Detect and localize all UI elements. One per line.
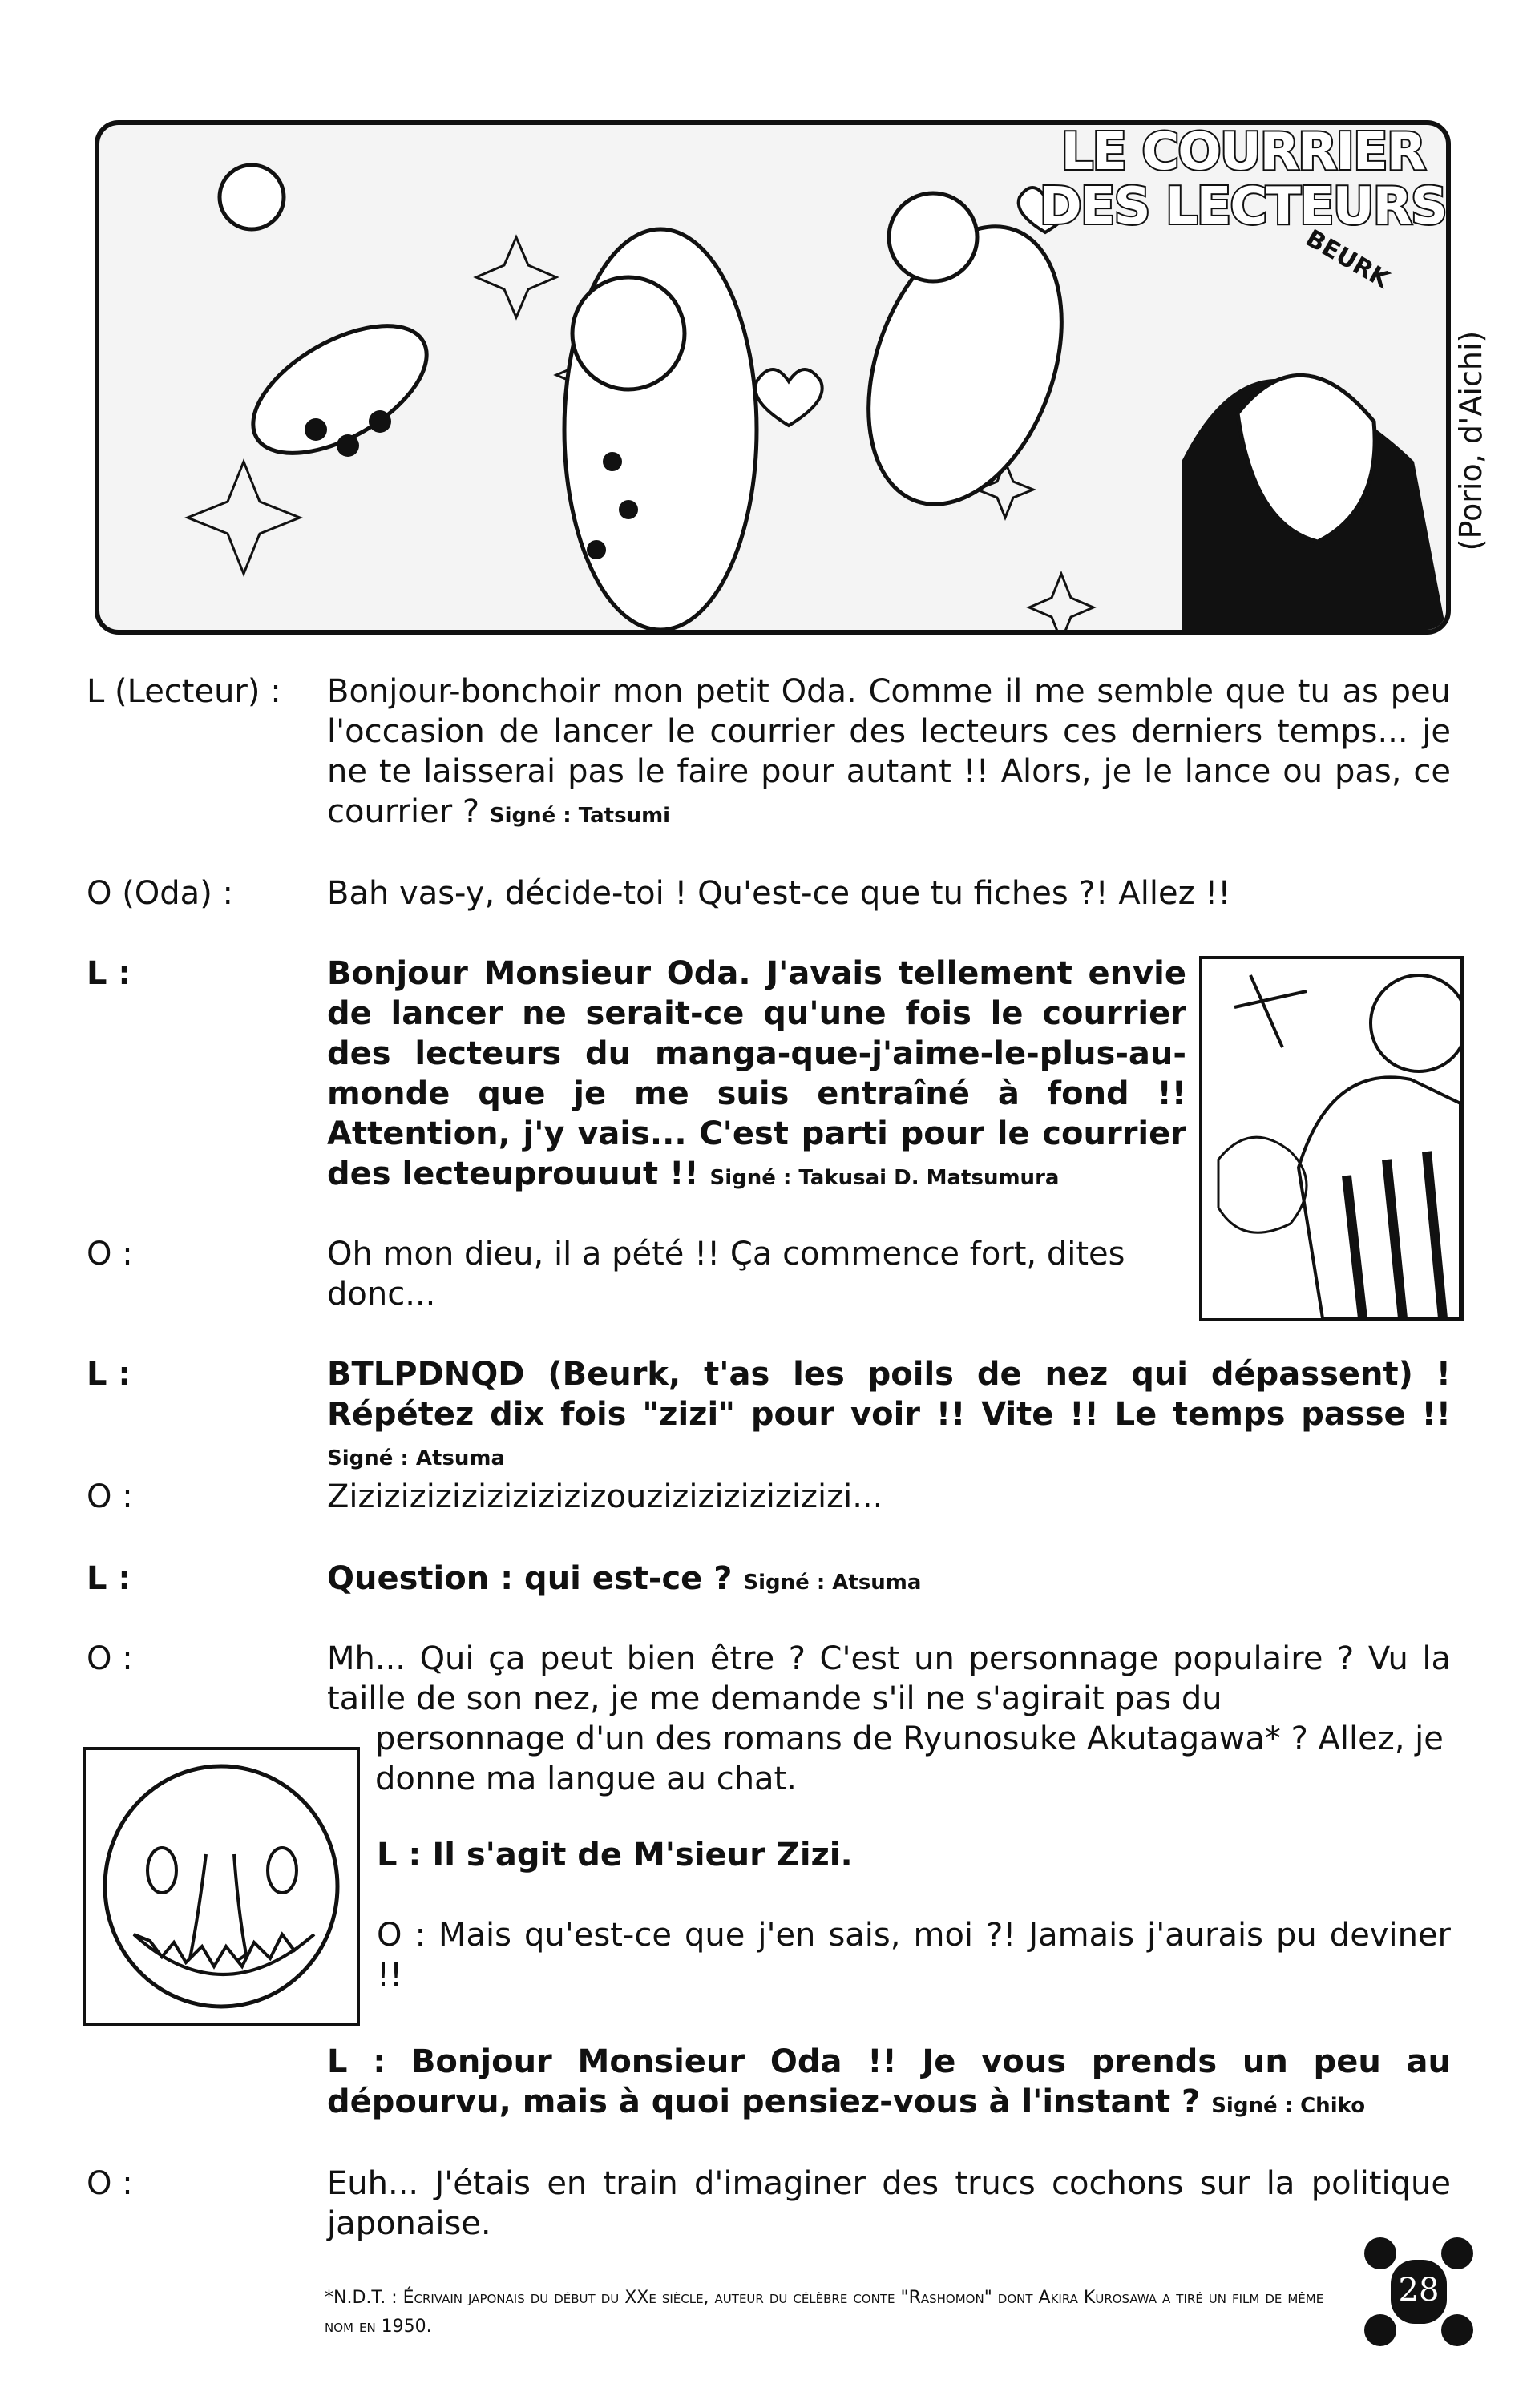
sfx-beurk: BEURK <box>1300 224 1395 295</box>
answer-text-continued: personnage d'un des romans de Ryunosuke Akutagawa* ? Allez, je donne ma langue au chat. <box>375 1720 1444 1797</box>
speaker-label: O (Oda) : <box>87 875 233 912</box>
letter-text: Bonjour-bonchoir mon petit Oda. Comme il me semble que tu as peu l'occasion de lancer le courrier des lecteurs ces derniers temps... je ne te laisserai pas le faire pour autant !! Alors, je le lance ou pas, ce courrier ? Signé : Tatsumi <box>327 673 1451 830</box>
speaker-label: O : <box>87 1478 133 1515</box>
answer-text: Bah vas-y, décide-toi ! Qu'est-ce que tu fiches ?! Allez !! <box>327 875 1231 912</box>
speaker-label: L : <box>87 955 131 992</box>
letter-text: Question : qui est-ce ? Signé : Atsuma <box>327 1560 922 1597</box>
inline-answer: O : Mais qu'est-ce que j'en sais, moi ?! Jamais j'aurais pu deviner !! <box>377 1917 1451 1994</box>
speaker-label: L (Lecteur) : <box>87 673 281 710</box>
page-number: 28 <box>1398 2272 1440 2309</box>
signature: Signé : Tatsumi <box>489 804 671 828</box>
speaker-label: L : <box>87 1356 131 1393</box>
letter-text: BTLPDNQD (Beurk, t'as les poils de nez qui dépassent) ! Répétez dix fois "zizi" pour voir !! Vite !! Le temps passe !! Signé : Atsuma <box>327 1356 1451 1470</box>
signature: Signé : Chiko <box>1211 2094 1366 2118</box>
inline-letter: L : Bonjour Monsieur Oda !! Je vous prends un peu au dépourvu, mais à quoi pensiez-vous à l'instant ? Signé : Chiko <box>327 2043 1451 2120</box>
inline-letter: L : Il s'agit de M'sieur Zizi. <box>377 1837 853 1874</box>
letter-text: Bonjour Monsieur Oda. J'avais tellement envie de lancer ne serait-ce qu'une fois le courrier des lecteurs du manga-que-j'aime-le-plus-au-monde que je me suis entraîné à fond !! Attention, j'y vais... C'est parti pour le courrier des lecteuprouuut !! Signé : Takusai D. Matsumura <box>327 955 1186 1192</box>
speaker-label: O : <box>87 2165 133 2202</box>
answer-text: Mh... Qui ça peut bien être ? C'est un personnage populaire ? Vu la taille de son nez, je me demande s'il ne s'agirait pas du <box>327 1640 1451 1717</box>
header-illustration <box>95 120 1451 635</box>
manga-panel-fart <box>1199 956 1464 1321</box>
answer-text: Zizizizizizizizizizizouzizizizizizizizi... <box>327 1478 883 1515</box>
page-number-badge <box>1363 2236 1475 2348</box>
title-line-1: LE COURRIER <box>1060 123 1425 182</box>
signature: Signé : Takusai D. Matsumura <box>709 1166 1060 1190</box>
face-drawing <box>86 1750 357 2023</box>
answer-text: Oh mon dieu, il a pété !! Ça commence fort, dites donc... <box>327 1236 1125 1313</box>
drawing-zizi-face <box>83 1747 360 2026</box>
title-line-2: DES LECTEURS <box>1039 177 1446 236</box>
signature: Signé : Atsuma <box>327 1446 506 1470</box>
answer-text: Euh... J'étais en train d'imaginer des trucs cochons sur la politique japonaise. <box>327 2165 1451 2242</box>
speaker-label: O : <box>87 1640 133 1677</box>
character-drawing <box>1202 959 1460 1318</box>
illustration-credit <box>1447 272 1495 609</box>
banner-title <box>1040 125 1446 234</box>
signature: Signé : Atsuma <box>743 1571 922 1595</box>
credit-text: (Porio, d'Aichi) <box>1453 330 1489 551</box>
translator-footnote: *N.D.T. : Écrivain japonais du début du XXe siècle, auteur du célèbre conte "Rashomon" dont Akira Kurosawa a tiré un film de même nom en 1950. <box>325 2288 1324 2337</box>
speaker-label: L : <box>87 1560 131 1597</box>
speaker-label: O : <box>87 1236 133 1273</box>
